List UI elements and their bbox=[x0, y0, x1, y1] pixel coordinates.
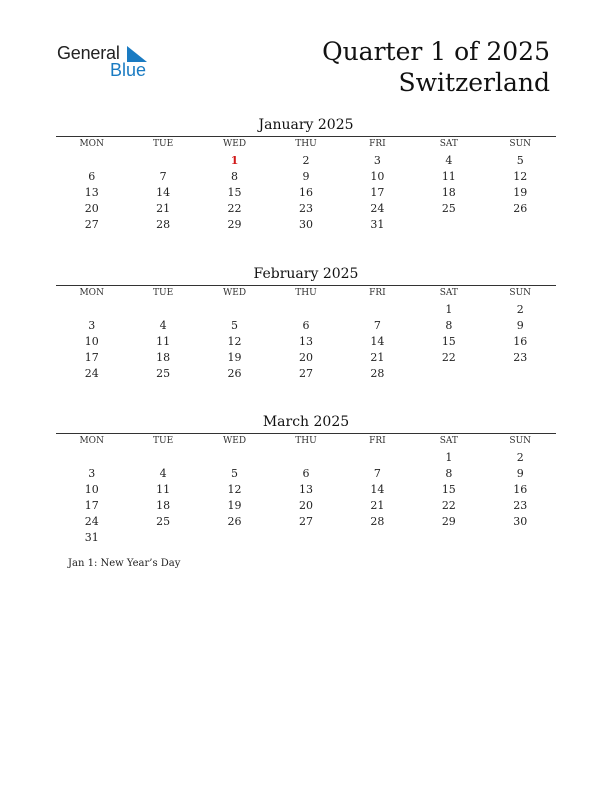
day-cell: 28 bbox=[370, 515, 385, 528]
day-cell: 6 bbox=[302, 319, 310, 332]
week-row bbox=[56, 350, 556, 366]
day-cell: 5 bbox=[516, 154, 524, 167]
holiday-day-cell: 1 bbox=[230, 154, 239, 167]
weekday-label: SUN bbox=[509, 288, 532, 298]
month-title: February 2025 bbox=[253, 266, 359, 282]
day-cell: 3 bbox=[88, 319, 96, 332]
day-cell: 27 bbox=[298, 515, 313, 528]
day-cell: 13 bbox=[298, 335, 313, 348]
week-row bbox=[56, 466, 556, 482]
day-cell: 25 bbox=[156, 367, 171, 380]
week-row bbox=[56, 169, 556, 185]
day-cell: 7 bbox=[373, 467, 381, 480]
weekday-label: SAT bbox=[439, 288, 458, 298]
week-row bbox=[56, 318, 556, 334]
holiday-notes bbox=[68, 558, 180, 569]
month-february bbox=[56, 264, 556, 382]
empty-day-cell bbox=[342, 530, 413, 546]
day-cell: 3 bbox=[88, 467, 96, 480]
week-row bbox=[56, 366, 556, 382]
day-cell: 25 bbox=[441, 202, 456, 215]
day-cell: 1 bbox=[445, 303, 453, 316]
week-row bbox=[56, 185, 556, 201]
empty-day-cell bbox=[342, 302, 413, 318]
day-cell: 30 bbox=[513, 515, 528, 528]
weekday-label: FRI bbox=[369, 288, 386, 298]
week-row bbox=[56, 514, 556, 530]
day-cell: 2 bbox=[302, 154, 310, 167]
empty-day-cell bbox=[270, 530, 341, 546]
week-row bbox=[56, 530, 556, 546]
logo-word-general: General bbox=[57, 43, 120, 63]
weekday-header-row bbox=[56, 434, 556, 449]
day-cell: 24 bbox=[84, 367, 99, 380]
day-cell: 8 bbox=[445, 467, 453, 480]
weekday-label: FRI bbox=[369, 139, 386, 149]
weekday-label: SAT bbox=[439, 139, 458, 149]
day-cell: 12 bbox=[513, 170, 528, 183]
day-cell: 19 bbox=[227, 499, 242, 512]
week-row bbox=[56, 201, 556, 217]
day-cell: 20 bbox=[298, 351, 313, 364]
empty-day-cell bbox=[485, 366, 556, 382]
empty-day-cell bbox=[56, 302, 127, 318]
day-cell: 10 bbox=[84, 483, 99, 496]
empty-day-cell bbox=[199, 302, 270, 318]
weekday-header-row bbox=[56, 286, 556, 301]
weekday-label: MON bbox=[79, 436, 104, 446]
day-cell: 22 bbox=[227, 202, 242, 215]
day-cell: 6 bbox=[88, 170, 96, 183]
day-cell: 5 bbox=[231, 467, 239, 480]
empty-day-cell bbox=[413, 217, 484, 233]
holiday-note: Jan 1: New Year’s Day bbox=[68, 558, 181, 569]
weekday-label: SUN bbox=[509, 436, 532, 446]
empty-day-cell bbox=[413, 530, 484, 546]
day-cell: 25 bbox=[156, 515, 171, 528]
day-cell: 3 bbox=[373, 154, 381, 167]
day-cell: 30 bbox=[298, 218, 313, 231]
day-cell: 24 bbox=[84, 515, 99, 528]
logo bbox=[57, 43, 167, 83]
title-quarter: Quarter 1 of 2025 bbox=[322, 37, 550, 66]
weekday-label: WED bbox=[223, 139, 247, 149]
day-cell: 13 bbox=[298, 483, 313, 496]
day-cell: 21 bbox=[370, 499, 385, 512]
week-row bbox=[56, 302, 556, 318]
day-cell: 26 bbox=[227, 515, 242, 528]
day-cell: 28 bbox=[156, 218, 171, 231]
day-cell: 16 bbox=[298, 186, 313, 199]
day-cell: 11 bbox=[441, 170, 456, 183]
empty-day-cell bbox=[342, 450, 413, 466]
day-cell: 15 bbox=[227, 186, 242, 199]
week-row bbox=[56, 217, 556, 233]
week-row bbox=[56, 498, 556, 514]
month-title: March 2025 bbox=[262, 414, 350, 430]
day-cell: 27 bbox=[84, 218, 99, 231]
day-cell: 20 bbox=[298, 499, 313, 512]
day-cell: 26 bbox=[227, 367, 242, 380]
day-cell: 11 bbox=[156, 483, 171, 496]
day-cell: 31 bbox=[84, 531, 99, 544]
weekday-label: THU bbox=[295, 139, 317, 149]
week-row bbox=[56, 450, 556, 466]
day-cell: 4 bbox=[159, 319, 167, 332]
title-country: Switzerland bbox=[398, 68, 550, 97]
weekday-label: TUE bbox=[153, 288, 174, 298]
day-cell: 10 bbox=[370, 170, 385, 183]
day-cell: 24 bbox=[370, 202, 385, 215]
day-cell: 28 bbox=[370, 367, 385, 380]
empty-day-cell bbox=[56, 450, 127, 466]
day-cell: 5 bbox=[231, 319, 239, 332]
empty-day-cell bbox=[127, 302, 198, 318]
day-cell: 26 bbox=[513, 202, 528, 215]
weekday-label: TUE bbox=[153, 436, 174, 446]
day-cell: 8 bbox=[445, 319, 453, 332]
weekday-label: SUN bbox=[509, 139, 532, 149]
day-cell: 12 bbox=[227, 483, 242, 496]
day-cell: 7 bbox=[373, 319, 381, 332]
day-cell: 22 bbox=[441, 351, 456, 364]
day-cell: 23 bbox=[298, 202, 313, 215]
logo-word-blue: Blue bbox=[110, 60, 147, 80]
day-cell: 23 bbox=[513, 351, 528, 364]
day-cell: 6 bbox=[302, 467, 310, 480]
day-cell: 16 bbox=[513, 335, 528, 348]
weekday-label: TUE bbox=[153, 139, 174, 149]
day-cell: 1 bbox=[445, 451, 453, 464]
weekday-label: WED bbox=[223, 436, 247, 446]
day-cell: 4 bbox=[159, 467, 167, 480]
month-january bbox=[56, 115, 556, 233]
day-cell: 20 bbox=[84, 202, 99, 215]
day-cell: 15 bbox=[441, 483, 456, 496]
weekday-label: WED bbox=[223, 288, 247, 298]
day-cell: 18 bbox=[441, 186, 456, 199]
day-cell: 4 bbox=[445, 154, 453, 167]
day-cell: 14 bbox=[156, 186, 171, 199]
day-cell: 23 bbox=[513, 499, 528, 512]
day-cell: 14 bbox=[370, 335, 385, 348]
day-cell: 8 bbox=[231, 170, 239, 183]
day-cell: 21 bbox=[370, 351, 385, 364]
day-cell: 13 bbox=[84, 186, 99, 199]
weekday-label: THU bbox=[295, 436, 317, 446]
day-cell: 17 bbox=[370, 186, 385, 199]
day-cell: 18 bbox=[156, 351, 171, 364]
empty-day-cell bbox=[485, 530, 556, 546]
day-cell: 2 bbox=[516, 451, 524, 464]
week-row bbox=[56, 334, 556, 350]
day-cell: 19 bbox=[513, 186, 528, 199]
day-cell: 7 bbox=[159, 170, 167, 183]
day-cell: 9 bbox=[516, 319, 524, 332]
weekday-label: SAT bbox=[439, 436, 458, 446]
day-cell: 29 bbox=[441, 515, 456, 528]
weekday-label: THU bbox=[295, 288, 317, 298]
day-cell: 2 bbox=[516, 303, 524, 316]
weekday-label: MON bbox=[79, 288, 104, 298]
day-cell: 17 bbox=[84, 351, 99, 364]
day-cell: 27 bbox=[298, 367, 313, 380]
month-march bbox=[56, 412, 556, 546]
weekday-label: FRI bbox=[369, 436, 386, 446]
day-cell: 29 bbox=[227, 218, 242, 231]
empty-day-cell bbox=[56, 153, 127, 169]
day-cell: 21 bbox=[156, 202, 171, 215]
empty-day-cell bbox=[127, 153, 198, 169]
empty-day-cell bbox=[199, 450, 270, 466]
day-cell: 31 bbox=[370, 218, 385, 231]
day-cell: 11 bbox=[156, 335, 171, 348]
day-cell: 19 bbox=[227, 351, 242, 364]
empty-day-cell bbox=[485, 217, 556, 233]
day-cell: 12 bbox=[227, 335, 242, 348]
empty-day-cell bbox=[413, 366, 484, 382]
page-title bbox=[322, 36, 550, 98]
day-cell: 17 bbox=[84, 499, 99, 512]
weekday-label: MON bbox=[79, 139, 104, 149]
day-cell: 9 bbox=[302, 170, 310, 183]
day-cell: 18 bbox=[156, 499, 171, 512]
day-cell: 14 bbox=[370, 483, 385, 496]
day-cell: 10 bbox=[84, 335, 99, 348]
empty-day-cell bbox=[270, 302, 341, 318]
day-cell: 9 bbox=[516, 467, 524, 480]
week-row bbox=[56, 153, 556, 169]
month-title: January 2025 bbox=[258, 117, 354, 133]
weekday-header-row bbox=[56, 137, 556, 152]
day-cell: 16 bbox=[513, 483, 528, 496]
empty-day-cell bbox=[270, 450, 341, 466]
day-cell: 22 bbox=[441, 499, 456, 512]
day-cell: 15 bbox=[441, 335, 456, 348]
empty-day-cell bbox=[199, 530, 270, 546]
empty-day-cell bbox=[127, 450, 198, 466]
week-row bbox=[56, 482, 556, 498]
empty-day-cell bbox=[127, 530, 198, 546]
